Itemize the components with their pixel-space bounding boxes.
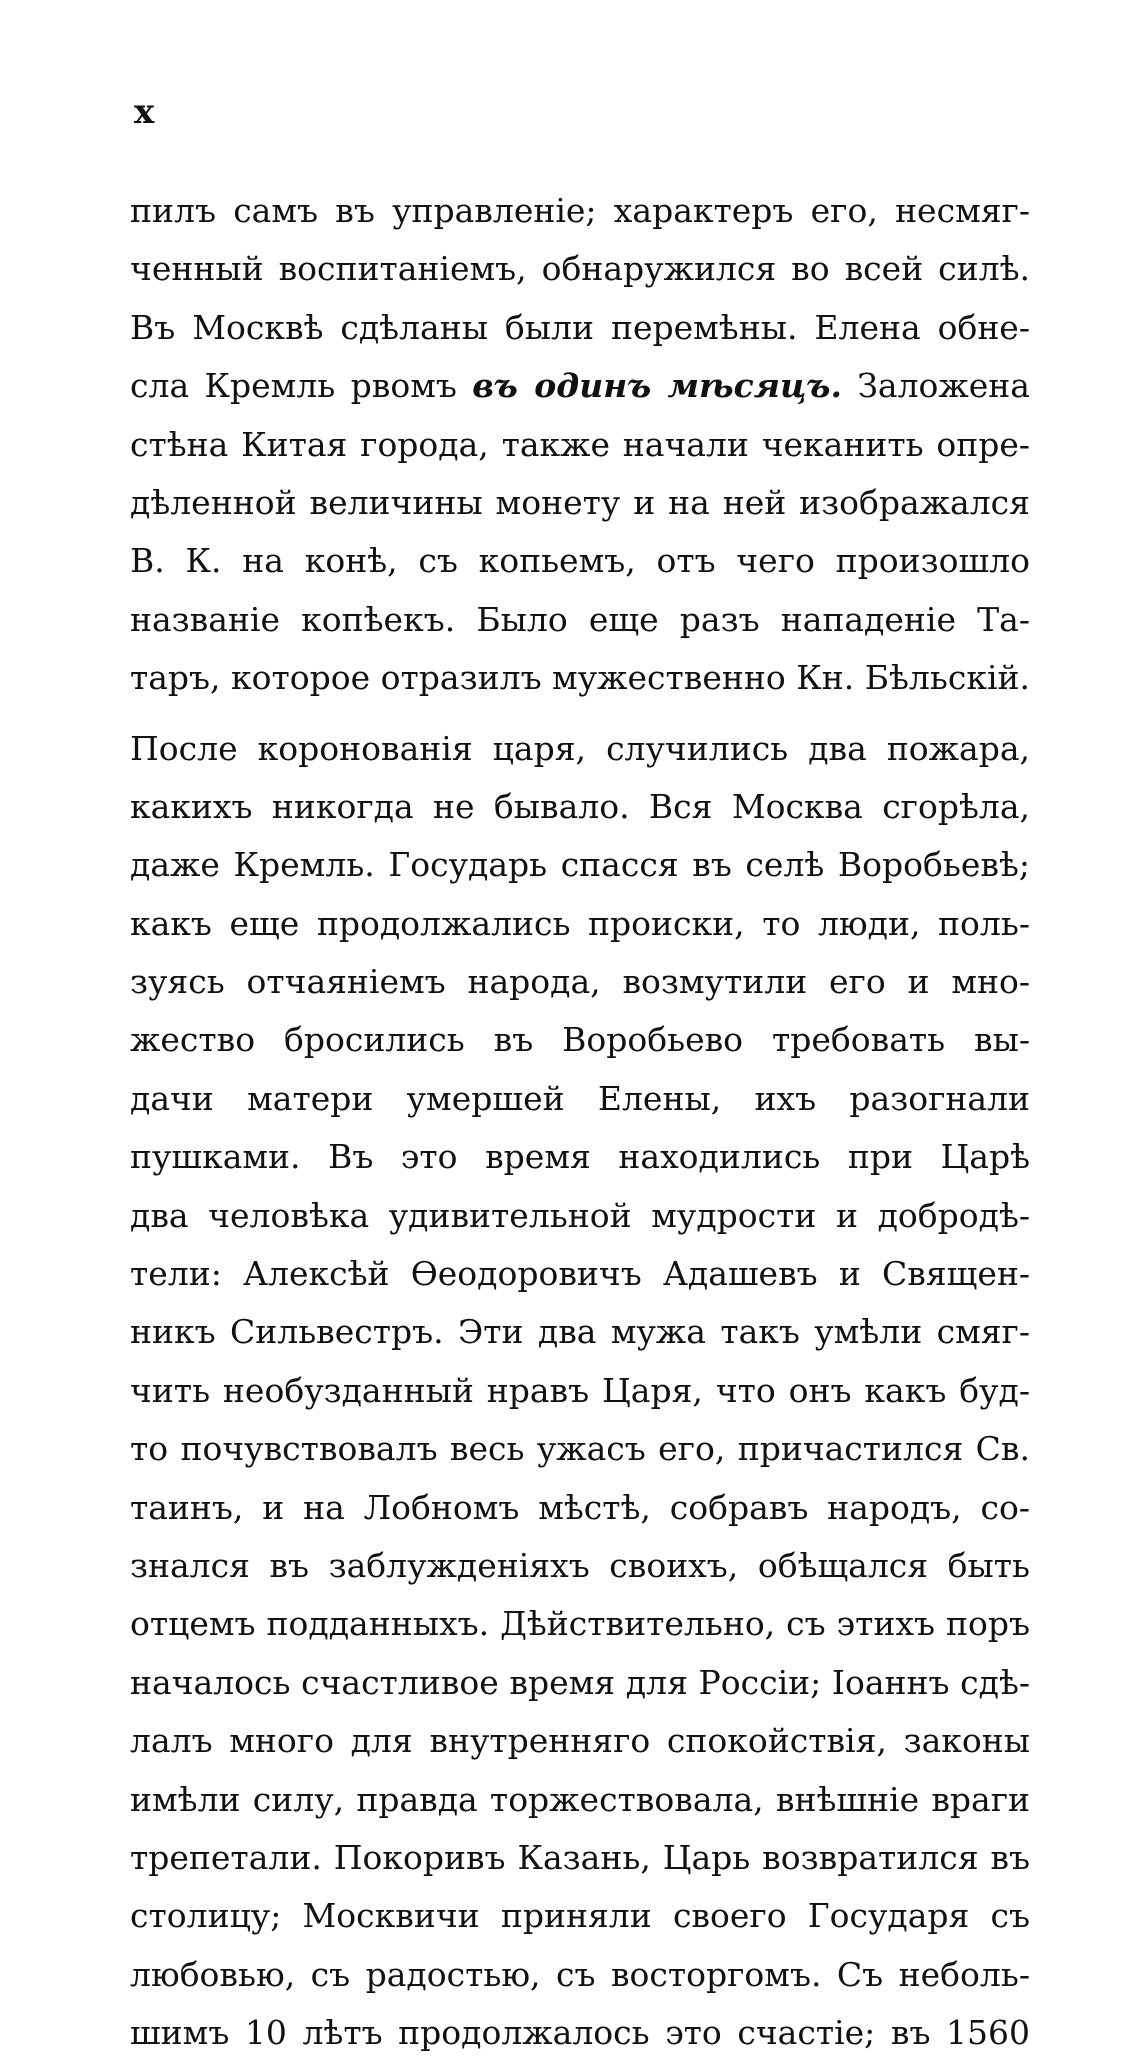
text-line: таръ, которое отразилъ мужественно Кн. Бѣльскій.: [130, 658, 1030, 698]
text-line: имѣли силу, правда торжествовала, внѣшніе враги: [130, 1779, 1030, 1819]
text-line: знался въ заблужденіяхъ своихъ, обѣщался быть: [130, 1545, 1030, 1585]
text-line: шимъ 10 лѣтъ продолжалось это счастіе; въ 1560: [130, 2013, 1030, 2053]
text-line: то почувствовалъ весь ужасъ его, причастился Св.: [130, 1429, 1030, 1469]
text-line: стѣна Китая города, также начали чеканить опре-: [130, 424, 1030, 464]
text-line: зуясь отчаяніемъ народа, возмутили его и мно-: [130, 962, 1030, 1002]
text-line: После коронованія царя, случились два пожара,: [130, 728, 1030, 768]
text-line: началось счастливое время для Россіи; Іоаннъ сдѣ-: [130, 1662, 1030, 1702]
text-line: Въ Москвѣ сдѣланы были перемѣны. Елена обне-: [130, 307, 1030, 347]
emphasized-text: въ одинъ мѣсяцъ.: [472, 366, 842, 406]
text-line: таинъ, и на Лобномъ мѣстѣ, собравъ народъ, со-: [130, 1487, 1030, 1527]
text-line: никъ Сильвестръ. Эти два мужа такъ умѣли смяг-: [130, 1312, 1030, 1352]
text-line: названіе копѣекъ. Было еще разъ нападеніе Та-: [130, 599, 1030, 639]
text-line: отцемъ подданныхъ. Дѣйствительно, съ этихъ поръ: [130, 1604, 1030, 1644]
text-line: лалъ много для внутренняго спокойствія, законы: [130, 1721, 1030, 1761]
page-number: x: [134, 92, 155, 132]
text-line: трепетали. Покоривъ Казань, Царь возвратился въ: [130, 1837, 1030, 1877]
text-line: [130, 357, 1030, 415]
text-line: какихъ никогда не бывало. Вся Москва сгорѣла,: [130, 786, 1030, 826]
text-line: дачи матери умершей Елены, ихъ разогнали: [130, 1078, 1030, 1118]
text-line: чить необузданный нравъ Царя, что онъ какъ буд-: [130, 1370, 1030, 1410]
text-line: дѣленной величины монету и на ней изображался: [130, 482, 1030, 522]
text-segment: сла Кремль рвомъ: [130, 366, 473, 406]
body-text: [130, 182, 1030, 2063]
text-line: какъ еще продолжались происки, то люди, поль-: [130, 903, 1030, 943]
text-line: столицу; Москвичи приняли своего Государя съ: [130, 1896, 1030, 1936]
text-line: два человѣка удивительной мудрости и добродѣ-: [130, 1195, 1030, 1235]
text-line: ченный воспитаніемъ, обнаружился во всей силѣ.: [130, 249, 1030, 289]
text-line: пилъ самъ въ управленіе; характеръ его, несмяг-: [130, 191, 1030, 230]
text-line: даже Кремль. Государь спасся въ селѣ Воробьевѣ;: [130, 845, 1030, 885]
text-line: жество бросились въ Воробьево требовать вы-: [130, 1020, 1030, 1060]
text-line: любовью, съ радостью, съ восторгомъ. Съ неболь-: [130, 1954, 1030, 1994]
text-segment: Заложена: [841, 366, 1030, 406]
text-line: пушками. Въ это время находились при Царѣ: [130, 1137, 1030, 1177]
text-line: В. К. на конѣ, съ копьемъ, отъ чего произошло: [130, 541, 1030, 581]
text-line: тели: Алексѣй Ѳеодоровичъ Адашевъ и Священ-: [130, 1254, 1030, 1294]
